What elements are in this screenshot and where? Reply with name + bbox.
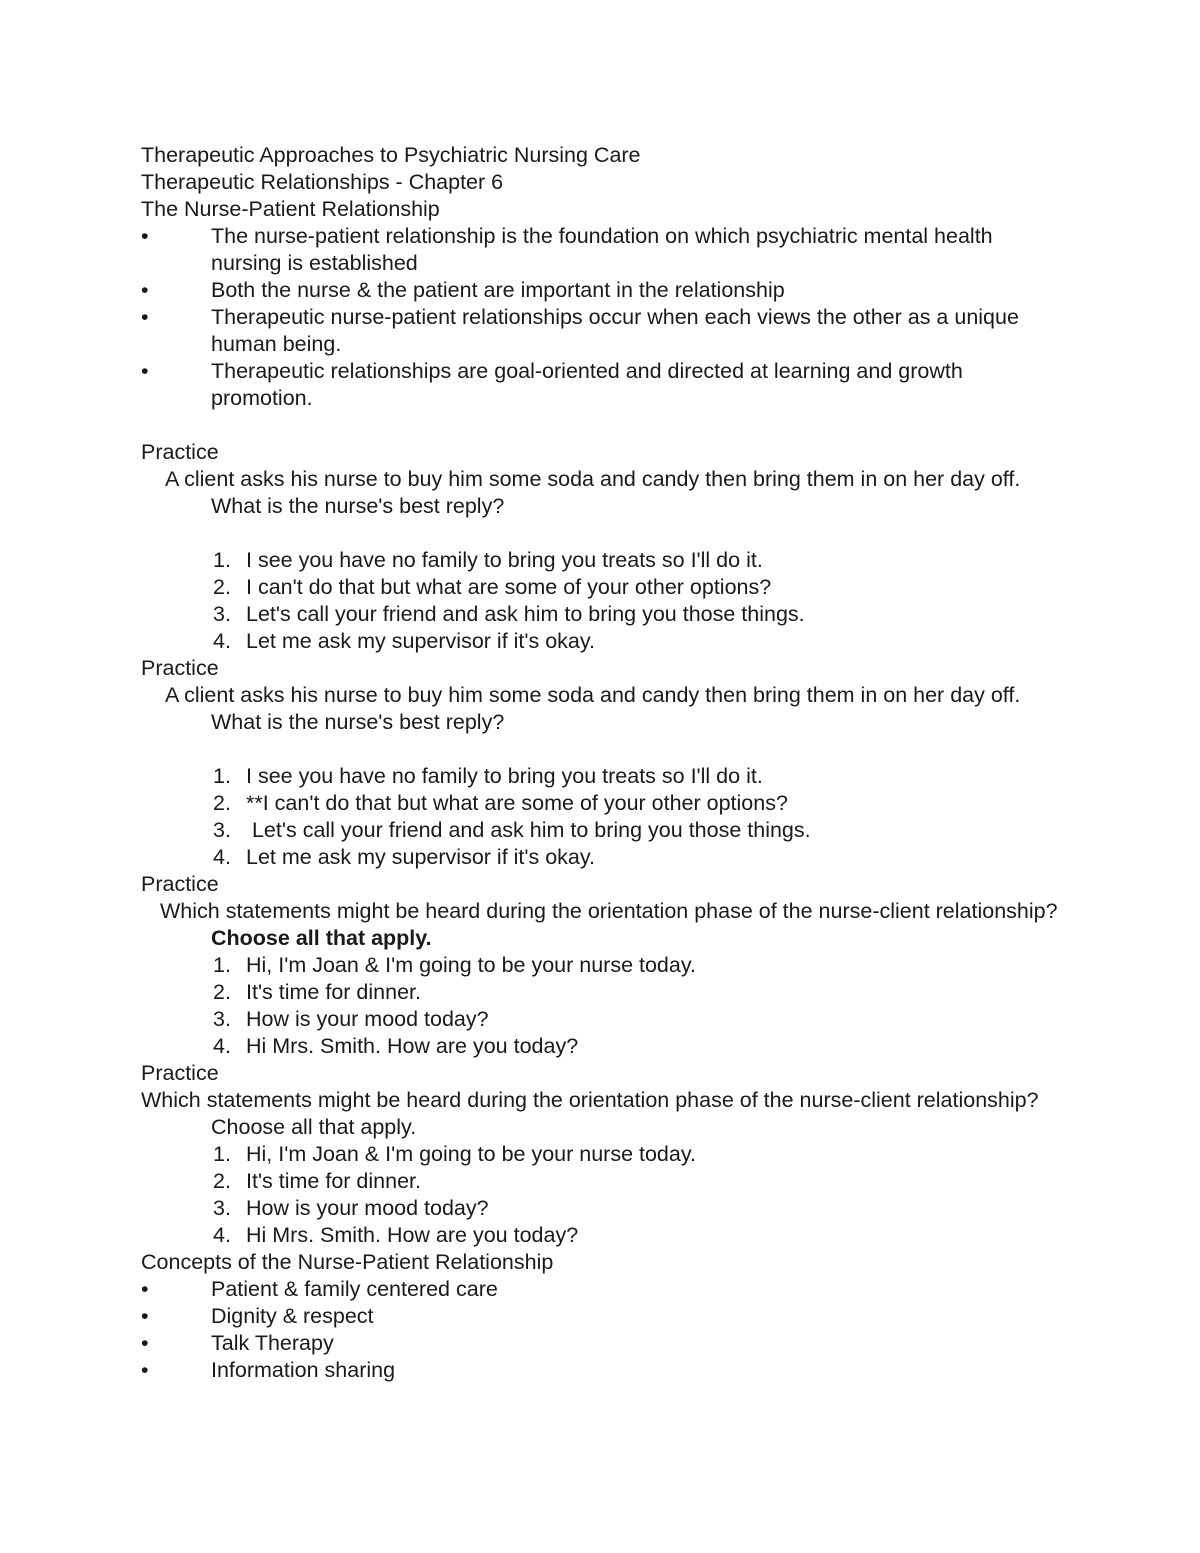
answer-option — [141, 574, 1061, 601]
list-item — [141, 1330, 1061, 1357]
option-number: 2. — [213, 791, 231, 815]
list-item-text: Information sharing — [211, 1358, 396, 1382]
practice-heading: Practice — [141, 872, 219, 896]
answer-option — [141, 547, 1061, 574]
document-subtitle: Therapeutic Relationships - Chapter 6 — [141, 170, 504, 194]
answer-option — [141, 1006, 1061, 1033]
bullet-icon: • — [141, 224, 149, 248]
option-text: Let me ask my supervisor if it's okay. — [246, 845, 596, 869]
bullet-icon: • — [141, 1331, 149, 1355]
practice-heading: Practice — [141, 1061, 219, 1085]
practice-question: A client asks his nurse to buy him some soda and candy then bring them in on her day off. What is the nurse's best reply? — [165, 467, 1021, 518]
spacer — [141, 736, 1061, 763]
document-page — [141, 142, 1070, 1384]
answer-option — [141, 628, 1061, 655]
list-item-text: Patient & family centered care — [211, 1277, 498, 1301]
option-text: I see you have no family to bring you treats so I'll do it. — [246, 764, 763, 788]
option-text: It's time for dinner. — [246, 980, 421, 1004]
option-number: 1. — [213, 764, 231, 788]
question-text: Which statements might be heard during the orientation phase of the nurse-client relationship? — [160, 899, 1070, 923]
answer-option — [141, 1141, 1061, 1168]
answer-option — [141, 763, 1061, 790]
option-number: 3. — [213, 602, 231, 626]
option-number: 3. — [213, 1007, 231, 1031]
option-number: 4. — [213, 1034, 231, 1058]
list-item — [141, 223, 1061, 277]
option-text: Let's call your friend and ask him to bring you those things. — [246, 602, 805, 626]
option-text: Let me ask my supervisor if it's okay. — [246, 629, 596, 653]
option-text: How is your mood today? — [246, 1007, 489, 1031]
list-item-text: Talk Therapy — [211, 1331, 334, 1355]
answer-option — [141, 952, 1061, 979]
answer-option — [141, 1033, 1061, 1060]
answer-option — [141, 844, 1061, 871]
option-number: 3. — [213, 1196, 231, 1220]
option-text: Hi, I'm Joan & I'm going to be your nurse today. — [246, 1142, 696, 1166]
list-item — [141, 304, 1061, 358]
practice-question — [141, 898, 1070, 952]
practice-heading: Practice — [141, 440, 219, 464]
option-text: I can't do that but what are some of your other options? — [246, 575, 772, 599]
list-item — [141, 277, 1061, 304]
option-text: Hi Mrs. Smith. How are you today? — [246, 1034, 579, 1058]
list-item — [141, 1303, 1061, 1330]
list-item-text: Dignity & respect — [211, 1304, 374, 1328]
bullet-icon: • — [141, 1358, 149, 1382]
bullet-icon: • — [141, 359, 149, 383]
practice-question: A client asks his nurse to buy him some soda and candy then bring them in on her day off. What is the nurse's best reply? — [165, 683, 1021, 734]
answer-option — [141, 1222, 1061, 1249]
practice-heading: Practice — [141, 656, 219, 680]
bullet-icon: • — [141, 305, 149, 329]
practice-question: Which statements might be heard during the orientation phase of the nurse-client relationship? Choose all that apply. — [141, 1088, 1039, 1139]
answer-option — [141, 817, 1061, 844]
option-number: 2. — [213, 1169, 231, 1193]
answer-option — [141, 790, 1061, 817]
section-heading-nurse-patient-relationship: The Nurse-Patient Relationship — [141, 197, 440, 221]
bullet-icon: • — [141, 278, 149, 302]
bullet-icon: • — [141, 1304, 149, 1328]
option-number: 4. — [213, 845, 231, 869]
question-instruction: Choose all that apply. — [211, 926, 432, 950]
option-text: How is your mood today? — [246, 1196, 489, 1220]
option-number: 1. — [213, 953, 231, 977]
option-text: I see you have no family to bring you treats so I'll do it. — [246, 548, 763, 572]
list-item-text: The nurse-patient relationship is the foundation on which psychiatric mental health nursing is established — [211, 224, 993, 275]
option-text: It's time for dinner. — [246, 1169, 421, 1193]
list-item — [141, 1276, 1061, 1303]
section-heading-concepts: Concepts of the Nurse-Patient Relationship — [141, 1250, 554, 1274]
list-item-text: Both the nurse & the patient are important in the relationship — [211, 278, 785, 302]
list-item-text: Therapeutic nurse-patient relationships occur when each views the other as a unique human being. — [211, 305, 1019, 356]
answer-option — [141, 979, 1061, 1006]
list-item — [141, 1357, 1061, 1384]
answer-option — [141, 601, 1061, 628]
option-number: 4. — [213, 629, 231, 653]
list-item — [141, 358, 1061, 412]
option-number: 3. — [213, 818, 231, 842]
option-number: 1. — [213, 548, 231, 572]
option-number: 4. — [213, 1223, 231, 1247]
option-text: Hi, I'm Joan & I'm going to be your nurse today. — [246, 953, 696, 977]
spacer — [141, 412, 1061, 439]
answer-option — [141, 1168, 1061, 1195]
option-text: Hi Mrs. Smith. How are you today? — [246, 1223, 579, 1247]
spacer — [141, 520, 1061, 547]
option-number: 2. — [213, 980, 231, 1004]
option-text: Let's call your friend and ask him to bring you those things. — [246, 818, 811, 842]
bullet-icon: • — [141, 1277, 149, 1301]
document-title: Therapeutic Approaches to Psychiatric Nursing Care — [141, 143, 641, 167]
option-number: 1. — [213, 1142, 231, 1166]
list-item-text: Therapeutic relationships are goal-oriented and directed at learning and growth promotion. — [211, 359, 963, 410]
option-text: **I can't do that but what are some of your other options? — [246, 791, 788, 815]
option-number: 2. — [213, 575, 231, 599]
answer-option — [141, 1195, 1061, 1222]
